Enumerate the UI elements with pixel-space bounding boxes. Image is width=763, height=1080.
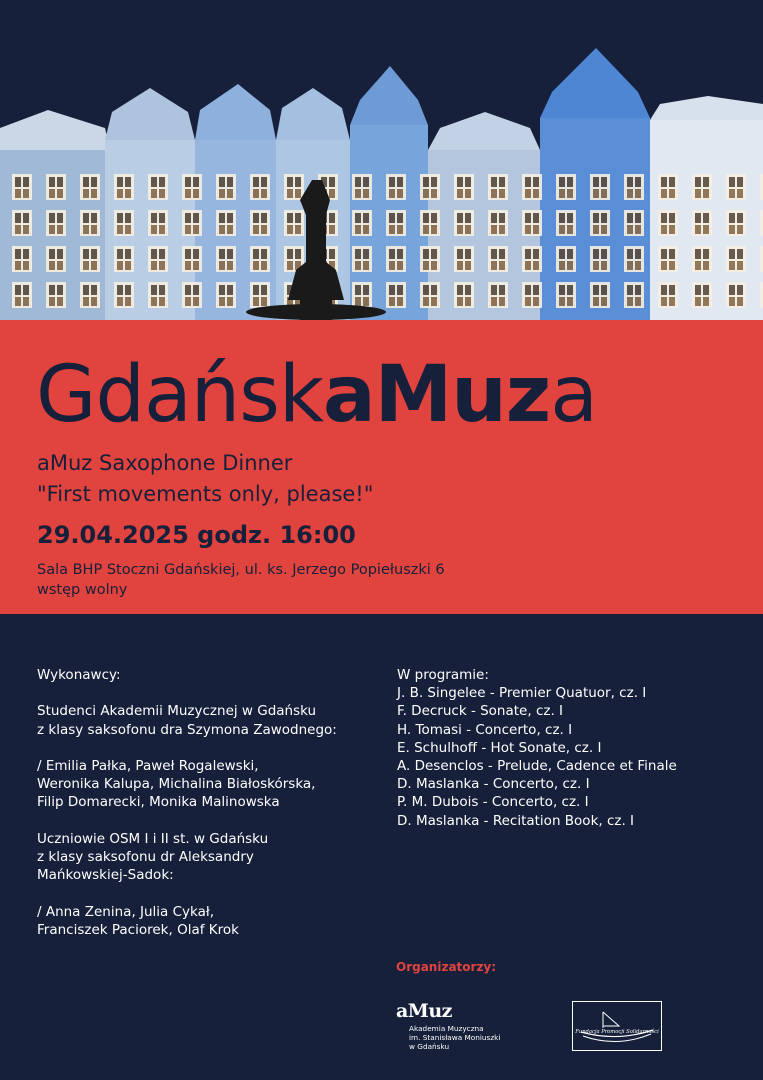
performers-group2-names: / Anna Zenina, Julia Cykał, <box>37 903 215 920</box>
program-item: D. Maslanka - Concerto, cz. I <box>397 776 590 793</box>
program-item: A. Desenclos - Prelude, Cadence et Finale <box>397 758 677 775</box>
amuz-logo-mark: aMuz <box>396 1000 452 1022</box>
program-item: F. Decruck - Sonate, cz. I <box>397 703 564 720</box>
solidarity-foundation-logo <box>572 1001 662 1051</box>
brand-part-a: a <box>550 350 597 440</box>
performers-group2-names: Franciszek Paciorek, Olaf Krok <box>37 921 239 938</box>
performers-group2-intro: Uczniowie OSM I i II st. w Gdańsku <box>37 830 269 847</box>
performers-group1-names: Filip Domarecki, Monika Malinowska <box>37 794 280 811</box>
event-datetime: 29.04.2025 godz. 16:00 <box>37 521 356 549</box>
performers-section <box>37 666 337 939</box>
performers-group2-intro: z klasy saksofonu dr Aleksandry <box>37 848 254 865</box>
performers-group1-names: Weronika Kalupa, Michalina Białoskórska, <box>37 776 316 793</box>
brand-part-gdansk: Gdańsk <box>36 350 323 440</box>
brand-part-amuz: aMuz <box>323 350 551 440</box>
fund-logo-text: Fundacja Promocji Solidarności <box>575 1029 659 1035</box>
brand-logo-gdanska-muza <box>36 350 597 440</box>
event-title-line1: aMuz Saxophone Dinner <box>37 451 293 475</box>
program-section <box>397 666 677 830</box>
amuz-logo-text: w Gdańsku <box>409 1042 450 1051</box>
program-heading: W programie: <box>397 667 489 683</box>
performers-group1-intro: Studenci Akademii Muzycznej w Gdańsku <box>37 703 317 720</box>
program-item: J. B. Singelee - Premier Quatuor, cz. I <box>397 685 647 702</box>
amuz-logo-text: Akademia Muzyczna <box>409 1024 484 1033</box>
program-item: D. Maslanka - Recitation Book, cz. I <box>397 812 635 829</box>
performers-group1-names: / Emilia Pałka, Paweł Rogalewski, <box>37 757 259 774</box>
event-title-line2: "First movements only, please!" <box>37 482 374 506</box>
performers-heading: Wykonawcy: <box>37 667 121 683</box>
program-item: P. M. Dubois - Concerto, cz. I <box>397 794 589 811</box>
amuz-academy-logo <box>396 1000 500 1051</box>
performers-group2-intro: Mańkowskiej-Sadok: <box>37 867 174 884</box>
organizers-heading: Organizatorzy: <box>396 960 497 974</box>
ship-icon <box>573 1002 661 1050</box>
townhouses-illustration <box>0 0 763 320</box>
performers-group1-intro: z klasy saksofonu dra Szymona Zawodnego: <box>37 721 337 738</box>
hero-image-gdansk-townhouses <box>0 0 763 320</box>
program-item: H. Tomasi - Concerto, cz. I <box>397 721 573 738</box>
program-item: E. Schulhoff - Hot Sonate, cz. I <box>397 739 602 756</box>
event-venue: Sala BHP Stoczni Gdańskiej, ul. ks. Jerzego Popiełuszki 6 <box>37 562 445 578</box>
amuz-logo-text: im. Stanisława Moniuszki <box>409 1033 501 1042</box>
event-admission: wstęp wolny <box>37 582 128 598</box>
